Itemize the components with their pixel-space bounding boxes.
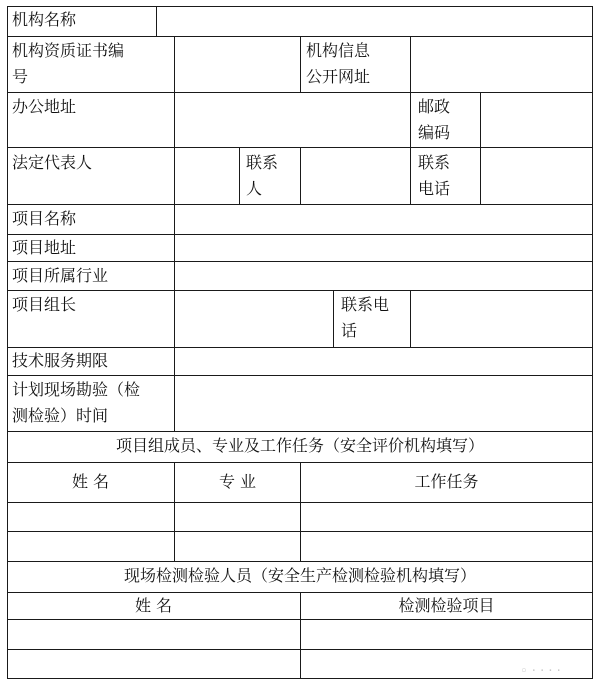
label-postal-code: 邮政 bbox=[418, 97, 451, 116]
col-header-name: 姓 名 bbox=[71, 472, 110, 491]
col-divider bbox=[300, 147, 301, 205]
section-header-inspectors: 现场检测检验人员（安全生产检测检验机构填写） bbox=[123, 566, 476, 585]
row-divider bbox=[7, 290, 593, 291]
col-divider bbox=[410, 36, 411, 93]
col-divider bbox=[156, 6, 157, 37]
row-divider bbox=[7, 375, 593, 376]
col-header-inspection-items: 检测检验项目 bbox=[398, 596, 495, 615]
label-contact-person-cont: 人 bbox=[246, 179, 263, 198]
label-postal-code-cont: 编码 bbox=[418, 123, 451, 142]
table-border-top bbox=[7, 6, 593, 7]
col-header-name-inspectors: 姓 名 bbox=[134, 596, 173, 615]
label-contact-phone: 联系 bbox=[418, 153, 451, 172]
col-divider bbox=[333, 290, 334, 348]
label-project-leader: 项目组长 bbox=[12, 295, 77, 314]
label-leader-phone: 联系电 bbox=[341, 295, 390, 314]
row-divider bbox=[7, 261, 593, 262]
label-legal-rep: 法定代表人 bbox=[12, 153, 93, 172]
section-header-members: 项目组成员、专业及工作任务（安全评价机构填写） bbox=[115, 436, 484, 455]
label-institution-name: 机构名称 bbox=[12, 10, 77, 29]
row-divider bbox=[7, 431, 593, 432]
watermark-mark: ◦ · · · · bbox=[520, 664, 561, 679]
label-leader-phone-cont: 话 bbox=[341, 321, 358, 340]
label-info-url: 机构信息 bbox=[306, 41, 371, 60]
col-divider bbox=[480, 92, 481, 205]
label-inspection-time: 计划现场勘验（检 bbox=[12, 380, 141, 399]
label-office-address: 办公地址 bbox=[12, 97, 77, 116]
label-cert-no-cont: 号 bbox=[12, 67, 29, 86]
col-header-major: 专 业 bbox=[218, 472, 257, 491]
col-divider bbox=[300, 36, 301, 93]
label-cert-no: 机构资质证书编 bbox=[12, 41, 125, 60]
label-project-name: 项目名称 bbox=[12, 209, 77, 228]
row-divider bbox=[7, 234, 593, 235]
label-info-url-cont: 公开网址 bbox=[306, 67, 371, 86]
label-contact-person: 联系 bbox=[246, 153, 279, 172]
col-divider bbox=[174, 36, 175, 432]
label-project-address: 项目地址 bbox=[12, 238, 77, 257]
col-divider bbox=[239, 147, 240, 205]
col-divider bbox=[410, 290, 411, 348]
col-divider bbox=[410, 92, 411, 205]
label-service-period: 技术服务期限 bbox=[12, 351, 109, 370]
label-project-industry: 项目所属行业 bbox=[12, 266, 109, 285]
label-contact-phone-cont: 电话 bbox=[418, 179, 451, 198]
col-header-task: 工作任务 bbox=[414, 472, 479, 491]
label-inspection-time-cont: 测检验）时间 bbox=[12, 406, 109, 425]
